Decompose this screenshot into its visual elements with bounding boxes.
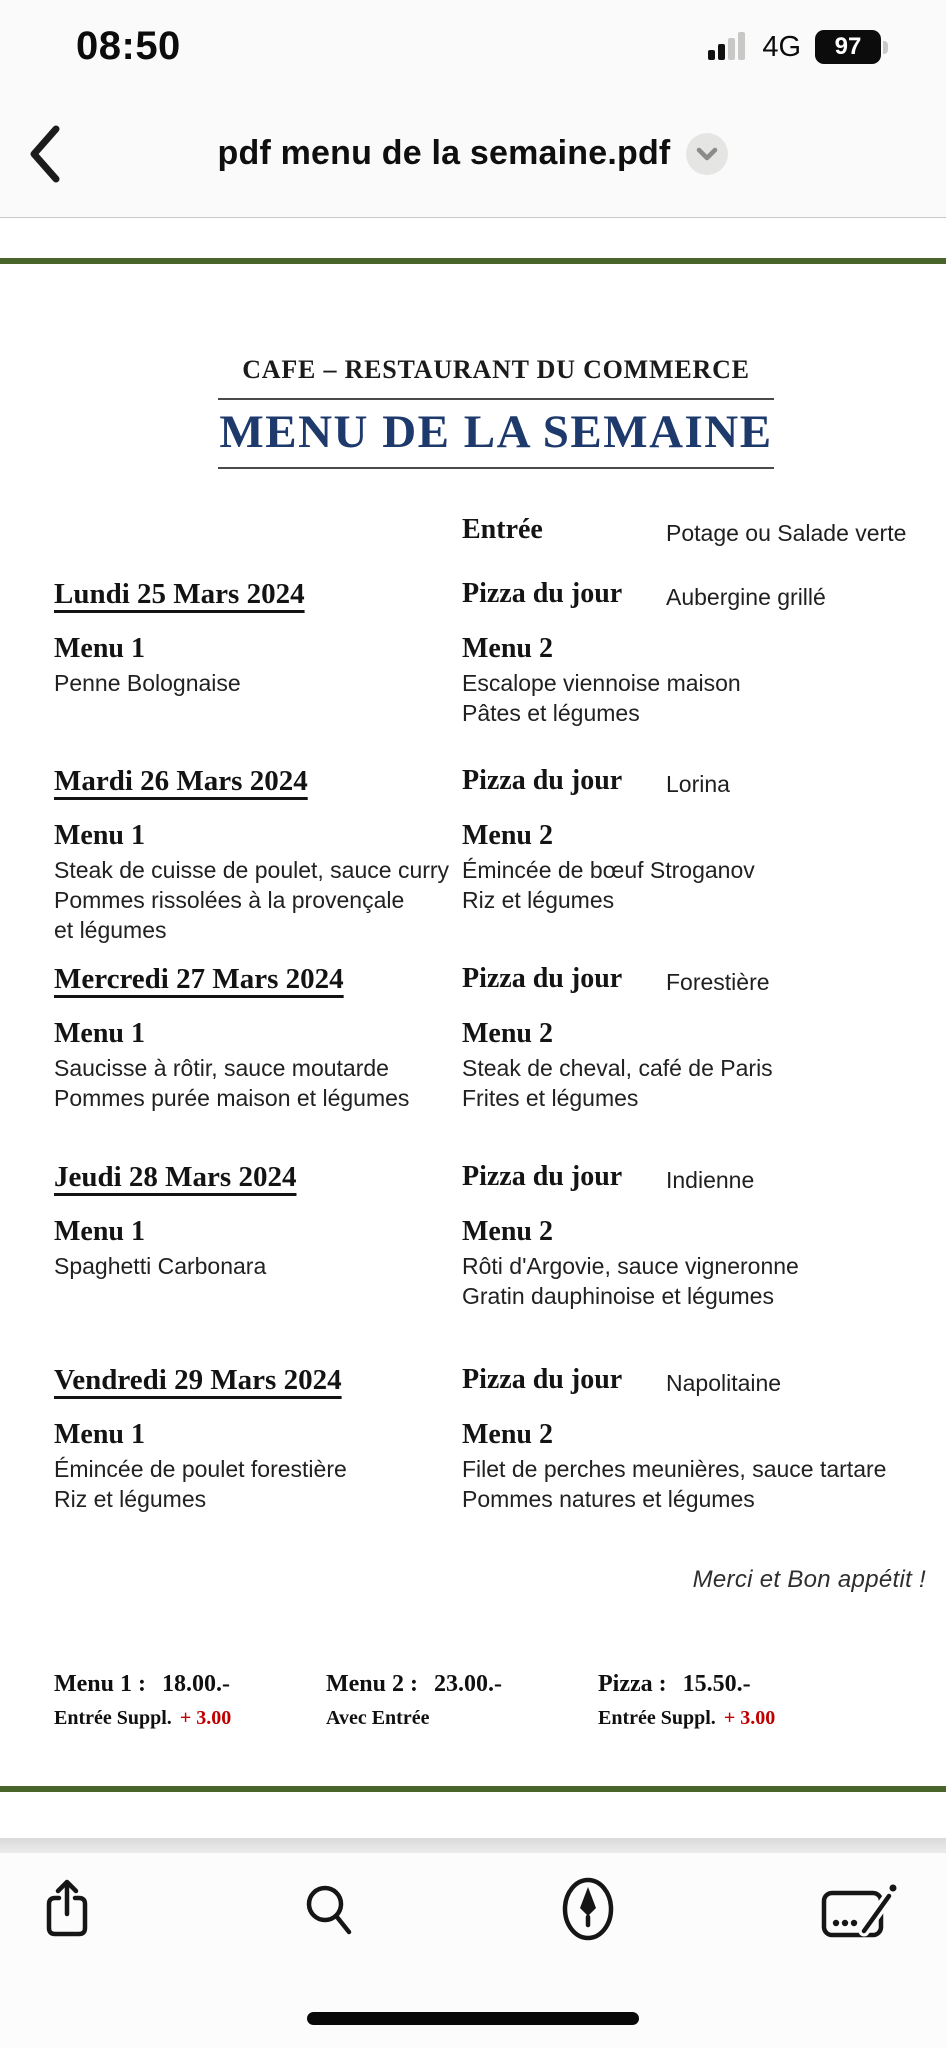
price-supplement: + 3.00 bbox=[723, 1707, 776, 1729]
day-block-mercredi bbox=[54, 963, 926, 1149]
day-date: Vendredi 29 Mars 2024 bbox=[54, 1364, 342, 1396]
closing-note: Merci et Bon appétit ! bbox=[692, 1566, 926, 1593]
pizza-name: Indienne bbox=[666, 1167, 755, 1193]
share-button[interactable] bbox=[40, 1877, 94, 1941]
pizza-du-jour-label: Pizza du jour bbox=[462, 963, 623, 994]
menu1-dishes: Émincée de poulet forestière Riz et légumes bbox=[54, 1456, 347, 1512]
menu1-dishes: Saucisse à rôtir, sauce moutarde Pommes purée maison et légumes bbox=[54, 1055, 410, 1111]
divider bbox=[218, 398, 774, 400]
pizza-name: Aubergine grillé bbox=[666, 584, 826, 610]
marker-pen-icon bbox=[560, 1875, 616, 1943]
menu2-label: Menu 2 bbox=[462, 1419, 553, 1450]
entree-value: Potage ou Salade verte bbox=[666, 520, 907, 546]
menu1-label: Menu 1 bbox=[54, 633, 145, 664]
pdf-page[interactable] bbox=[0, 219, 946, 1853]
menu1-label: Menu 1 bbox=[54, 1216, 145, 1247]
battery-percent: 97 bbox=[834, 33, 862, 60]
menu1-dishes: Spaghetti Carbonara bbox=[54, 1253, 267, 1279]
price-menu2: Menu 2 : 23.00.- Avec Entrée bbox=[326, 1671, 502, 1729]
menu2-label: Menu 2 bbox=[462, 1018, 553, 1049]
navigation-bar bbox=[0, 90, 946, 218]
pizza-du-jour-label: Pizza du jour bbox=[462, 1364, 623, 1395]
cellular-signal-icon bbox=[708, 32, 748, 62]
network-type-label: 4G bbox=[762, 30, 801, 63]
chevron-down-icon bbox=[696, 147, 718, 161]
day-block-vendredi bbox=[54, 1364, 926, 1550]
fill-and-sign-icon bbox=[820, 1879, 898, 1941]
menu2-dishes: Filet de perches meunières, sauce tartare Pommes natures et légumes bbox=[462, 1456, 887, 1512]
price-pizza: Pizza : 15.50.- Entrée Suppl. + 3.00 bbox=[598, 1671, 776, 1729]
price-menu1: Menu 1 : 18.00.- Entrée Suppl. + 3.00 bbox=[54, 1671, 232, 1729]
pizza-du-jour-label: Pizza du jour bbox=[462, 765, 623, 796]
page-separator bbox=[0, 1838, 946, 1853]
menu-title: MENU DE LA SEMAINE bbox=[219, 406, 773, 458]
day-date: Mardi 26 Mars 2024 bbox=[54, 765, 308, 797]
menu2-label: Menu 2 bbox=[462, 1216, 553, 1247]
annotate-button[interactable] bbox=[559, 1875, 617, 1943]
menu2-label: Menu 2 bbox=[462, 633, 553, 664]
battery-icon bbox=[815, 30, 888, 64]
entree-row bbox=[54, 514, 926, 554]
share-icon bbox=[44, 1878, 90, 1940]
pizza-name: Forestière bbox=[666, 969, 770, 995]
day-date: Mercredi 27 Mars 2024 bbox=[54, 963, 344, 995]
pizza-name: Napolitaine bbox=[666, 1370, 782, 1396]
restaurant-name: CAFE – RESTAURANT DU COMMERCE bbox=[242, 355, 750, 384]
day-date: Jeudi 28 Mars 2024 bbox=[54, 1161, 297, 1193]
search-icon bbox=[304, 1883, 354, 1939]
home-indicator[interactable] bbox=[307, 2012, 639, 2025]
pricing-row bbox=[0, 1671, 946, 1761]
day-block-mardi bbox=[54, 765, 926, 951]
search-button[interactable] bbox=[302, 1881, 356, 1941]
entree-label: Entrée bbox=[462, 514, 543, 545]
menu1-label: Menu 1 bbox=[54, 820, 145, 851]
menu1-label: Menu 1 bbox=[54, 1018, 145, 1049]
pizza-du-jour-label: Pizza du jour bbox=[462, 578, 623, 609]
document-title: pdf menu de la semaine.pdf bbox=[217, 134, 671, 172]
price-supplement: + 3.00 bbox=[179, 1707, 232, 1729]
day-date: Lundi 25 Mars 2024 bbox=[54, 578, 305, 610]
pizza-name: Lorina bbox=[666, 771, 730, 797]
status-bar bbox=[0, 0, 946, 90]
day-block-jeudi bbox=[54, 1161, 926, 1347]
divider bbox=[218, 467, 774, 469]
menu1-dishes: Steak de cuisse de poulet, sauce curry Pommes rissolées à la provençale et légumes bbox=[54, 857, 450, 943]
title-menu-button[interactable] bbox=[686, 133, 728, 175]
menu1-dishes: Penne Bolognaise bbox=[54, 670, 241, 696]
menu2-label: Menu 2 bbox=[462, 820, 553, 851]
page-border-bottom bbox=[0, 1786, 946, 1792]
menu2-dishes: Rôti d'Argovie, sauce vigneronne Gratin dauphinoise et légumes bbox=[462, 1253, 799, 1309]
menu2-dishes: Steak de cheval, café de Paris Frites et légumes bbox=[462, 1055, 773, 1111]
clock: 08:50 bbox=[76, 24, 181, 68]
menu2-dishes: Escalope viennoise maison Pâtes et légumes bbox=[462, 670, 741, 726]
menu1-label: Menu 1 bbox=[54, 1419, 145, 1450]
fill-and-sign-button[interactable] bbox=[820, 1879, 898, 1941]
menu2-dishes: Émincée de bœuf Stroganov Riz et légumes bbox=[462, 857, 755, 913]
page-border-top bbox=[0, 258, 946, 264]
pizza-du-jour-label: Pizza du jour bbox=[462, 1161, 623, 1192]
day-block-lundi bbox=[54, 578, 926, 764]
